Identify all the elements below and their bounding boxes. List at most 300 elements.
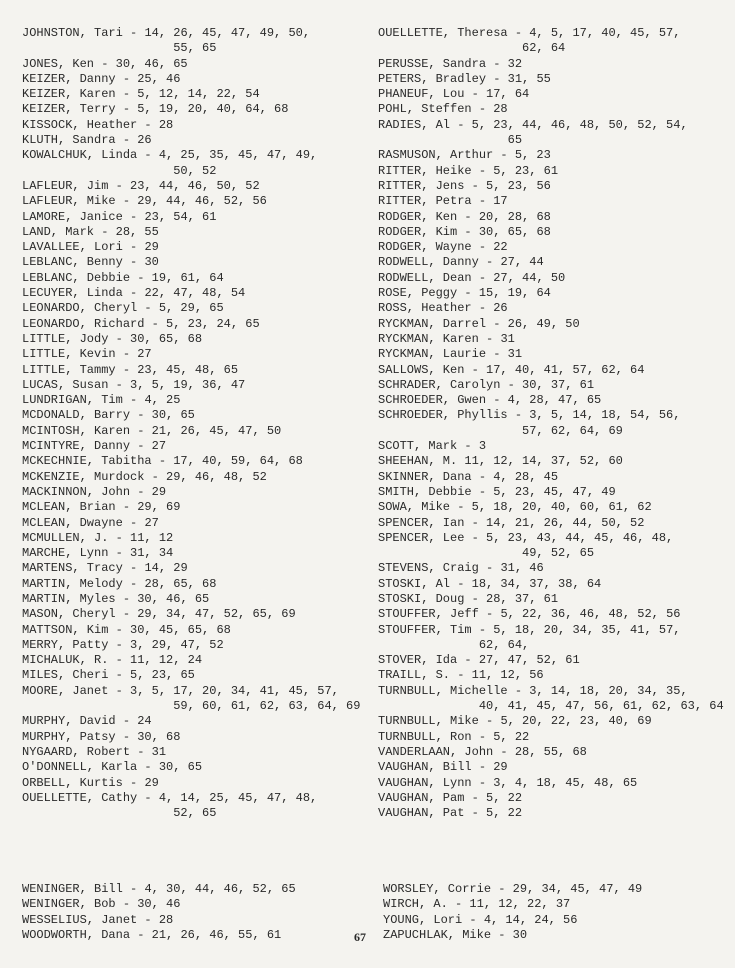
index-entry [378, 684, 724, 699]
entry-separator: - [457, 224, 479, 239]
entry-separator: - [464, 362, 487, 377]
entry-pages: 5, 22, 36, 46, 48, 52, 56 [500, 607, 681, 622]
entry-pages: 29, 44, 46, 52, 56 [137, 194, 267, 209]
index-entry [22, 363, 360, 378]
entry-name: LITTLE, Kevin [22, 347, 116, 362]
entry-pages: 31 [500, 331, 515, 346]
entry-separator: - [115, 71, 138, 86]
entry-separator: - [137, 790, 159, 805]
entry-name: LITTLE, Jody [22, 331, 109, 346]
entry-pages: 14, 29 [144, 561, 188, 576]
index-entry [378, 408, 724, 423]
entry-separator: - [471, 760, 494, 775]
entry-name: LITTLE, Tammy [22, 362, 116, 377]
entry-pages: 17, 64 [486, 87, 530, 102]
index-entry [378, 118, 724, 133]
entry-pages-continued: 52, 65 [22, 806, 217, 821]
index-entry [22, 668, 360, 683]
index-entry [378, 72, 724, 87]
entry-name: O'DONNELL, Karla [22, 760, 138, 775]
entry-name: LAMORE, Janice [22, 209, 123, 224]
entry-pages: 11, 12, 14, 37, 52, 60 [464, 454, 623, 469]
entry-name: SHEEHAN, M. [378, 454, 458, 469]
entry-name: MARTIN, Myles [22, 591, 116, 606]
entry-pages-continued: 59, 60, 61, 62, 63, 64, 69 [22, 699, 361, 714]
entry-name: KEIZER, Karen [22, 87, 116, 102]
entry-name: TURNBULL, Mike [378, 714, 479, 729]
index-entry [22, 87, 360, 102]
entry-separator: - [108, 637, 131, 652]
entry-separator: - [108, 653, 131, 668]
entry-name: OUELLETTE, Cathy [22, 790, 138, 805]
entry-separator: - [108, 622, 131, 637]
entry-name: MICHALUK, R. [22, 653, 109, 668]
entry-name: TRAILL, S. [378, 668, 451, 683]
index-entry [378, 87, 724, 102]
entry-pages-continued: 62, 64, [378, 637, 530, 652]
entry-separator: - [94, 56, 116, 71]
entry-separator: - [471, 469, 494, 484]
index-entry [378, 240, 724, 255]
index-entry [378, 301, 724, 316]
entry-name: SPENCER, Ian [378, 515, 465, 530]
entry-pages: 32 [507, 56, 523, 71]
entry-pages: 30, 46, 65 [137, 591, 210, 606]
index-entry [378, 454, 724, 469]
index-entry [378, 255, 724, 270]
entry-name: LAFLEUR, Mike [22, 194, 116, 209]
index-entry [378, 561, 724, 576]
index-entry [22, 745, 360, 760]
entry-separator: - [122, 576, 145, 591]
entry-name: RODGER, Kim [378, 224, 458, 239]
entry-name: VAUGHAN, Bill [378, 760, 472, 775]
entry-separator: - [122, 882, 145, 896]
entry-separator: - [471, 622, 494, 637]
entry-pages: 11, 12, 56 [471, 668, 544, 683]
entry-separator: - [486, 393, 508, 408]
entry-pages-continued: 50, 52 [22, 163, 217, 178]
entry-name: STOSKI, Doug [378, 591, 465, 606]
entry-name: MARTIN, Melody [22, 576, 123, 591]
entry-pages: 4, 25 [144, 393, 181, 408]
entry-pages: 23, 54, 61 [144, 209, 217, 224]
index-entry [378, 102, 724, 117]
index-entry [22, 255, 360, 270]
entry-separator: - [450, 668, 472, 683]
index-column-right [378, 26, 724, 821]
entry-name: VANDERLAAN, John [378, 744, 494, 759]
entry-separator: - [486, 71, 508, 86]
entry-pages: 27 [151, 439, 167, 454]
entry-separator: - [130, 927, 152, 942]
entry-separator: - [122, 775, 145, 790]
entry-separator: - [144, 469, 167, 484]
index-entry [22, 194, 360, 209]
entry-separator: - [471, 270, 494, 285]
entry-pages: 29 [493, 760, 508, 775]
entry-separator: - [457, 653, 479, 668]
index-entry [378, 776, 724, 791]
entry-pages: 28 [158, 912, 174, 927]
entry-name: WENINGER, Bob [22, 897, 116, 912]
entry-separator: - [493, 744, 515, 759]
entry-separator: - [137, 301, 159, 316]
index-entry [378, 317, 724, 332]
entry-separator: - [464, 806, 487, 821]
entry-separator: - [108, 377, 131, 392]
index-entry [378, 57, 724, 72]
entry-separator: - [478, 331, 501, 346]
entry-name: OUELLETTE, Theresa [378, 26, 508, 40]
entry-pages: 28 [158, 117, 174, 132]
entry-separator: - [130, 270, 152, 285]
entry-pages: 26 [493, 301, 508, 316]
entry-pages: 14, 26, 45, 47, 49, 50, [144, 26, 311, 40]
entry-separator: - [115, 500, 138, 515]
index-entry [22, 271, 360, 286]
entry-separator: - [478, 607, 501, 622]
entry-name: RASMUSON, Arthur [378, 148, 494, 163]
entry-name: WOODWORTH, Dana [22, 927, 131, 942]
entry-separator: - [464, 178, 487, 193]
entry-separator: - [115, 133, 138, 148]
entry-pages: 24 [137, 714, 152, 729]
entry-name: STOSKI, Al [378, 576, 451, 591]
index-entry [22, 225, 360, 240]
entry-pages: 29 [144, 775, 159, 790]
entry-name: WESSELIUS, Janet [22, 912, 138, 927]
entry-separator: - [464, 790, 487, 805]
index-entry [22, 714, 360, 729]
entry-separator: - [478, 561, 501, 576]
entry-separator: - [130, 408, 152, 423]
entry-name: PHANEUF, Lou [378, 87, 465, 102]
entry-separator: - [471, 194, 494, 209]
index-entry [22, 148, 360, 163]
entry-name: JONES, Ken [22, 56, 95, 71]
entry-name: LEBLANC, Debbie [22, 270, 131, 285]
entry-name: STOUFFER, Jeff [378, 607, 479, 622]
entry-separator: - [457, 439, 479, 454]
entry-name: LAVALLEE, Lori [22, 240, 123, 255]
entry-pages: 23, 44, 46, 50, 52 [130, 178, 260, 193]
entry-pages: 17 [493, 194, 508, 209]
index-entry [378, 179, 724, 194]
entry-name: JOHNSTON, Tari [22, 26, 123, 40]
entry-pages: 22, 47, 48, 54 [144, 286, 246, 301]
index-entry [378, 607, 724, 622]
entry-separator: - [447, 897, 470, 912]
entry-separator: - [122, 561, 145, 576]
entry-name: MOORE, Janet [22, 683, 109, 698]
entry-separator: - [457, 286, 479, 301]
index-entry [378, 760, 724, 775]
entry-name: YOUNG, Lori [383, 912, 463, 927]
entry-name: SMITH, Debbie [378, 484, 472, 499]
index-entry [378, 164, 724, 179]
index-entry [22, 301, 360, 316]
entry-separator: - [115, 87, 138, 102]
index-entry [22, 118, 360, 133]
entry-name: STEVENS, Craig [378, 561, 479, 576]
page-number: 67 [354, 930, 366, 944]
index-entry [22, 577, 360, 592]
entry-name: TURNBULL, Michelle [378, 683, 508, 698]
entry-pages: 4, 28, 45 [493, 469, 559, 484]
index-entry [22, 623, 360, 638]
entry-name: POHL, Steffen [378, 102, 472, 117]
index-entry [22, 516, 360, 531]
entry-pages: 18, 34, 37, 38, 64 [471, 576, 602, 591]
entry-name: KISSOCK, Heather [22, 117, 138, 132]
index-entry [22, 210, 360, 225]
entry-separator: - [115, 714, 138, 729]
entry-pages: 5, 23, 43, 44, 45, 46, 48, [486, 530, 674, 545]
entry-separator: - [478, 255, 501, 270]
entry-separator: - [122, 26, 145, 40]
entry-name: NYGAARD, Robert [22, 744, 131, 759]
entry-pages-continued: 40, 41, 45, 47, 56, 61, 62, 63, 64 [378, 699, 724, 714]
index-entry [378, 271, 724, 286]
entry-separator: - [493, 148, 515, 163]
entry-separator: - [130, 423, 152, 438]
entry-name: MCMULLEN, J. [22, 530, 109, 545]
entry-name: VAUGHAN, Pat [378, 806, 465, 821]
entry-separator: - [115, 607, 138, 622]
entry-name: SCHRADER, Carolyn [378, 377, 501, 392]
entry-pages: 22 [493, 240, 508, 255]
index-entry [22, 102, 360, 117]
entry-pages: 30 [144, 255, 159, 270]
entry-pages: 30, 65, 68 [478, 224, 551, 239]
entry-separator: - [108, 178, 131, 193]
entry-pages: 5, 23, 44, 46, 48, 50, 52, 54, [471, 117, 688, 132]
index-entry [22, 286, 360, 301]
entry-pages: 29, 46, 48, 52 [166, 469, 267, 484]
entry-pages: 14, 21, 26, 44, 50, 52 [486, 515, 645, 530]
index-entry [378, 791, 724, 806]
entry-separator: - [464, 591, 487, 606]
entry-pages: 27, 44 [500, 255, 544, 270]
entry-separator: - [130, 484, 152, 499]
index-entry [378, 531, 724, 546]
index-entry [378, 470, 724, 485]
entry-name: MCINTYRE, Danny [22, 439, 131, 454]
entry-name: MARCHE, Lynn [22, 546, 109, 561]
entry-pages: 3 [478, 439, 487, 454]
entry-name: SKINNER, Dana [378, 469, 472, 484]
entry-name: RYCKMAN, Karen [378, 331, 479, 346]
entry-separator: - [122, 255, 145, 270]
index-entry [22, 317, 360, 332]
entry-separator: - [115, 102, 138, 117]
entry-separator: - [507, 26, 530, 40]
entry-name: MCLEAN, Brian [22, 500, 116, 515]
index-entry [378, 745, 724, 760]
index-entry [22, 760, 360, 775]
entry-separator: - [122, 393, 145, 408]
entry-name: VAUGHAN, Lynn [378, 775, 472, 790]
entry-pages: 31, 46 [500, 561, 544, 576]
entry-pages: 5, 20, 22, 23, 40, 69 [500, 714, 652, 729]
entry-name: ZAPUCHLAK, Mike [383, 927, 492, 942]
entry-name: SOWA, Mike [378, 500, 451, 515]
entry-pages: 5, 23 [514, 148, 551, 163]
entry-name: KEIZER, Danny [22, 71, 116, 86]
entry-separator: - [122, 515, 145, 530]
entry-pages: 5, 18, 20, 40, 60, 61, 62 [471, 500, 652, 515]
entry-name: LUNDRIGAN, Tim [22, 393, 123, 408]
entry-name: MCKECHNIE, Tabitha [22, 454, 152, 469]
entry-name: ROSS, Heather [378, 301, 472, 316]
entry-name: RITTER, Jens [378, 178, 465, 193]
index-entry [22, 26, 360, 41]
entry-separator: - [137, 760, 159, 775]
entry-separator: - [471, 163, 494, 178]
entry-separator: - [94, 224, 116, 239]
index-entry [378, 623, 724, 638]
entry-separator: - [464, 87, 487, 102]
entry-separator: - [122, 209, 145, 224]
entry-name: KOWALCHUK, Linda [22, 148, 138, 163]
entry-pages: 5, 23, 65 [130, 668, 195, 683]
entry-pages: 26, 49, 50 [507, 316, 580, 331]
entry-pages: 5, 19, 20, 40, 64, 68 [137, 102, 289, 117]
entry-pages: 20, 28, 68 [478, 209, 551, 224]
index-entry [22, 592, 360, 607]
entry-name: RODWELL, Dean [378, 270, 472, 285]
entry-pages: 15, 19, 64 [478, 286, 551, 301]
entry-separator: - [491, 927, 513, 942]
index-bottom-right [383, 882, 642, 943]
entry-pages: 30 [512, 927, 528, 942]
index-entry [22, 791, 360, 806]
index-entry [22, 485, 360, 500]
entry-pages: 4, 14, 24, 56 [483, 912, 578, 927]
entry-separator: - [130, 439, 152, 454]
entry-name: MACKINNON, John [22, 484, 131, 499]
entry-pages: 4, 25, 35, 45, 47, 49, [158, 148, 318, 163]
entry-pages: 29 [144, 240, 159, 255]
index-entry [383, 882, 642, 897]
entry-pages: 5, 22 [493, 729, 530, 744]
index-entry [378, 347, 724, 362]
entry-name: RYCKMAN, Laurie [378, 347, 487, 362]
index-entry [378, 668, 724, 683]
entry-pages: 17, 40, 59, 64, 68 [173, 454, 303, 469]
entry-pages: 30, 46 [137, 897, 181, 912]
index-entry [383, 913, 642, 928]
entry-separator: - [122, 286, 145, 301]
entry-pages-continued: 49, 52, 65 [378, 546, 595, 561]
entry-pages: 4, 30, 44, 46, 52, 65 [144, 882, 296, 896]
index-entry [22, 408, 360, 423]
index-entry [22, 638, 360, 653]
entry-pages: 30, 65 [151, 408, 195, 423]
index-bottom-left [22, 882, 296, 943]
entry-separator: - [108, 668, 131, 683]
entry-separator: - [471, 729, 494, 744]
entry-pages: 11, 12 [130, 530, 174, 545]
entry-name: STOUFFER, Tim [378, 622, 472, 637]
entry-separator: - [137, 912, 159, 927]
index-entry [22, 57, 360, 72]
entry-name: RODGER, Ken [378, 209, 458, 224]
entry-separator: - [122, 240, 145, 255]
entry-pages: 27 [144, 515, 159, 530]
entry-separator: - [450, 500, 472, 515]
index-entry [22, 776, 360, 791]
index-entry [378, 148, 724, 163]
entry-name: LUCAS, Susan [22, 377, 109, 392]
index-entry [22, 133, 360, 148]
entry-name: MURPHY, David [22, 714, 116, 729]
index-entry [22, 439, 360, 454]
entry-name: WENINGER, Bill [22, 882, 123, 896]
entry-pages: 5, 22 [486, 806, 523, 821]
index-entry [22, 684, 360, 699]
entry-separator: - [471, 775, 494, 790]
index-entry [378, 577, 724, 592]
entry-separator: - [500, 377, 523, 392]
entry-name: RITTER, Petra [378, 194, 472, 209]
entry-pages: 30, 65, 68 [130, 331, 203, 346]
entry-name: ROSE, Peggy [378, 286, 458, 301]
index-entry [22, 913, 296, 928]
entry-pages: 28, 65, 68 [144, 576, 217, 591]
entry-name: RYCKMAN, Darrel [378, 316, 487, 331]
index-entry [378, 500, 724, 515]
entry-pages: 4, 28, 47, 65 [507, 393, 602, 408]
entry-name: MCKENZIE, Murdock [22, 469, 145, 484]
entry-separator: - [151, 454, 174, 469]
entry-separator: - [471, 240, 494, 255]
entry-pages: 27, 44, 50 [493, 270, 566, 285]
index-entry [22, 424, 360, 439]
entry-name: LAFLEUR, Jim [22, 178, 109, 193]
entry-separator: - [457, 209, 479, 224]
index-entry [378, 516, 724, 531]
entry-name: PETERS, Bradley [378, 71, 487, 86]
entry-pages: 29, 69 [137, 500, 181, 515]
entry-name: MERRY, Patty [22, 637, 109, 652]
index-entry [378, 194, 724, 209]
index-entry [22, 730, 360, 745]
entry-pages-continued: 57, 62, 64, 69 [378, 423, 623, 438]
entry-separator: - [115, 347, 138, 362]
entry-pages: 30, 45, 65, 68 [130, 622, 231, 637]
index-entry [378, 806, 724, 821]
index-entry [22, 561, 360, 576]
entry-pages-continued: 65 [378, 133, 523, 148]
entry-separator: - [491, 882, 513, 896]
entry-separator: - [507, 683, 530, 698]
entry-separator: - [137, 117, 159, 132]
index-entry [383, 897, 642, 912]
entry-separator: - [115, 591, 138, 606]
entry-separator: - [486, 56, 508, 71]
entry-name: SALLOWS, Ken [378, 362, 465, 377]
entry-separator: - [464, 530, 487, 545]
index-entry [22, 332, 360, 347]
index-entry [378, 210, 724, 225]
entry-pages: 3, 14, 18, 20, 34, 35, [529, 683, 688, 698]
entry-name: MCLEAN, Dwayne [22, 515, 123, 530]
index-entry [22, 179, 360, 194]
index-entry [22, 470, 360, 485]
entry-separator: - [137, 148, 159, 163]
